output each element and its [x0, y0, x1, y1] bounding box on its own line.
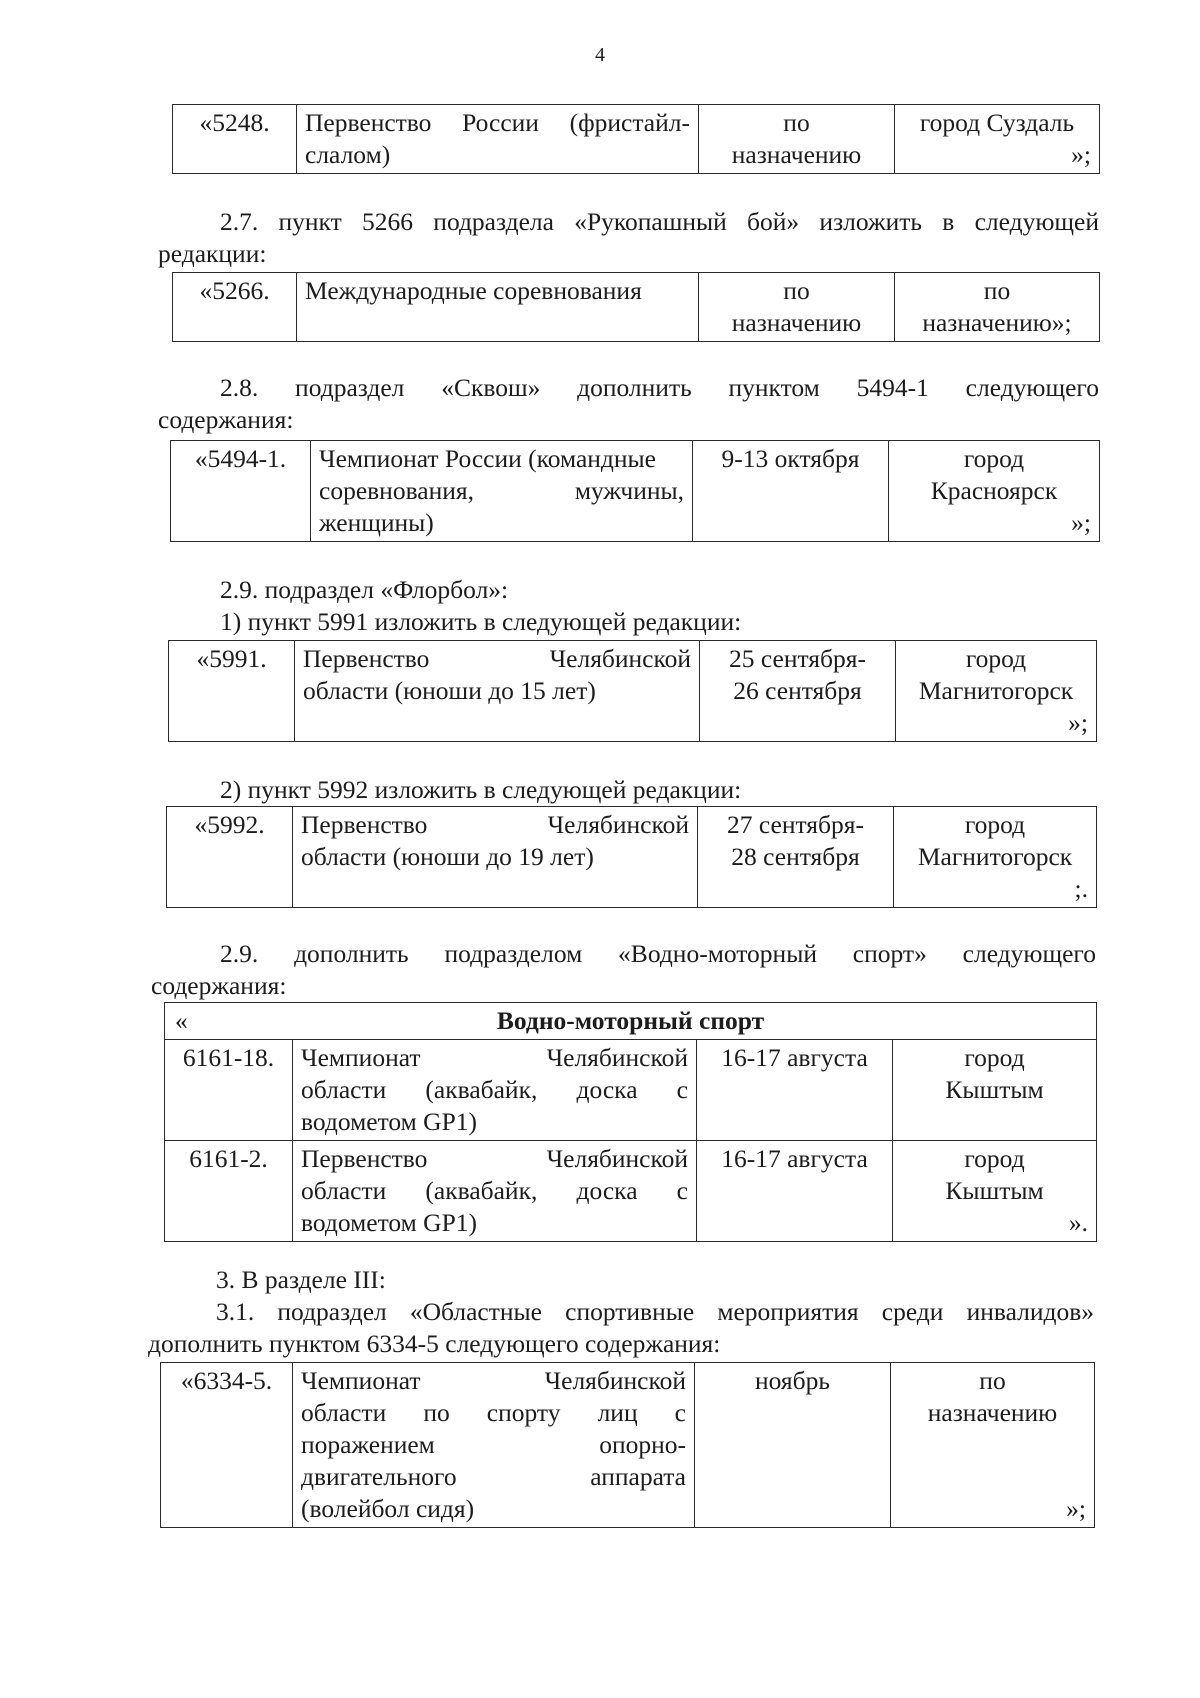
event-place-line: Магнитогорск	[918, 676, 1074, 705]
event-place	[894, 807, 1097, 908]
event-date-line: 26 сентября	[733, 676, 862, 705]
event-place-line: Кыштым	[945, 1075, 1044, 1104]
event-name-line: Чемпионат Челябинской	[301, 1043, 688, 1072]
table-row	[173, 105, 1100, 174]
item-number: «5991.	[169, 641, 295, 742]
event-name: Международные соревнования	[297, 273, 699, 342]
event-name-line: Первенство Челябинской	[303, 644, 691, 673]
paragraph-line: 2.9. дополнить подразделом «Водно-моторный спорт» следующего	[220, 939, 1096, 968]
opening-quote: «	[175, 1006, 188, 1035]
event-place-line: Красноярск	[930, 476, 1058, 505]
event-place-line: по	[979, 1366, 1006, 1395]
table-item-5266	[172, 272, 1100, 342]
event-place	[895, 273, 1100, 342]
item-number: 6161-18.	[165, 1040, 293, 1141]
paragraph-line: 2) пункт 5992 изложить в следующей редакции:	[220, 775, 742, 804]
paragraph-line: 3.1. подраздел «Областные спортивные мероприятия среди инвалидов»	[216, 1297, 1094, 1326]
event-place-line: город	[964, 1144, 1025, 1173]
event-date	[700, 641, 896, 742]
event-date: 9-13 октября	[693, 441, 889, 542]
event-date-line: по	[783, 276, 810, 305]
closing-quote: ».	[1068, 1208, 1089, 1237]
item-number: «5248.	[173, 105, 297, 174]
event-place-line: город	[963, 444, 1025, 473]
event-date-line: 27 сентября-	[727, 810, 864, 839]
event-name	[293, 1141, 697, 1242]
table-row	[169, 641, 1097, 742]
paragraph-line: дополнить пунктом 6334-5 следующего содержания:	[148, 1329, 721, 1358]
table-item-5991	[168, 640, 1097, 742]
paragraph-2-7	[158, 206, 1099, 270]
event-date: 16-17 августа	[697, 1040, 893, 1141]
event-name-line: водометом GP1)	[301, 1107, 477, 1136]
event-place-line: Магнитогорск	[917, 842, 1073, 871]
event-place	[891, 1363, 1095, 1528]
page-number: 4	[595, 44, 605, 66]
item-number: «5494-1.	[171, 441, 311, 542]
table-row	[165, 1141, 1097, 1242]
paragraph-line: содержания:	[151, 971, 287, 1000]
event-name-line: Чемпионат России (командные	[319, 444, 656, 473]
paragraph-line: содержания:	[158, 405, 294, 434]
closing-quote: »;	[1071, 140, 1091, 169]
paragraph-line: редакции:	[158, 239, 267, 268]
event-name-line: двигательного аппарата	[301, 1462, 686, 1491]
table-item-5494-1	[170, 440, 1100, 542]
event-place	[889, 441, 1100, 542]
event-name-line: области (юноши до 19 лет)	[301, 842, 594, 871]
event-place-line: по	[983, 276, 1011, 305]
event-date-line: назначению	[731, 140, 862, 169]
event-place-line: город	[965, 644, 1027, 673]
closing-quote: »;	[1066, 1494, 1086, 1523]
event-name-line: области (аквабайк, доска с	[301, 1075, 688, 1104]
event-name-line: области (аквабайк, доска с	[301, 1176, 688, 1205]
table-item-5248	[172, 104, 1100, 174]
event-name-line: Чемпионат Челябинской	[301, 1366, 686, 1395]
paragraph-line: 1) пункт 5991 изложить в следующей редакции:	[220, 607, 742, 636]
event-name-line: водометом GP1)	[301, 1208, 477, 1237]
event-name	[311, 441, 693, 542]
table-row	[171, 441, 1100, 542]
event-name	[293, 1363, 695, 1528]
event-date	[699, 273, 895, 342]
paragraph-2-9-vodno-motorny	[151, 938, 1096, 1002]
paragraph-line: 2.9. подраздел «Флорбол»:	[220, 575, 509, 604]
event-place-line: Кыштым	[945, 1176, 1044, 1205]
closing-punctuation: ;.	[1074, 874, 1088, 903]
event-place-line: город	[964, 1043, 1025, 1072]
table-row	[173, 273, 1100, 342]
closing-quote: »;	[1068, 708, 1088, 737]
event-name	[293, 807, 698, 908]
event-date-line: 28 сентября	[731, 842, 860, 871]
event-name-line: области по спорту лиц с	[301, 1398, 686, 1427]
item-number: 6161-2.	[165, 1141, 293, 1242]
event-name-line: слалом)	[305, 140, 391, 169]
event-place-line: город Суздаль	[919, 108, 1075, 137]
event-place	[893, 1040, 1097, 1141]
event-date-line: 25 сентября-	[729, 644, 866, 673]
event-name	[297, 105, 699, 174]
paragraph-item-5992	[220, 774, 1100, 806]
event-date	[698, 807, 894, 908]
paragraph-2-9-florbol	[220, 574, 1100, 638]
table-vodno-motorny-sport	[164, 1002, 1097, 1242]
event-name-line: поражением опорно-	[301, 1430, 686, 1459]
table-item-5992	[166, 806, 1097, 908]
event-place	[895, 105, 1100, 174]
event-name	[295, 641, 700, 742]
event-name-line: соревнования, мужчины,	[319, 476, 684, 505]
table-row	[165, 1040, 1097, 1141]
event-place-line: назначению	[927, 1398, 1058, 1427]
event-place-line: город	[964, 810, 1026, 839]
event-date-line: назначению	[731, 308, 862, 337]
item-number: «5992.	[167, 807, 293, 908]
item-number: «5266.	[173, 273, 297, 342]
event-date-line: по	[783, 108, 810, 137]
closing-quote: »;	[1071, 508, 1091, 537]
paragraph-line: 3. В разделе III:	[216, 1265, 386, 1294]
item-number: «6334-5.	[161, 1363, 293, 1528]
event-place	[893, 1141, 1097, 1242]
event-name-line: (волейбол сидя)	[301, 1494, 475, 1523]
event-name-line: Первенство Челябинской	[301, 810, 689, 839]
event-date	[699, 105, 895, 174]
event-name-line: области (юноши до 15 лет)	[303, 676, 596, 705]
section-header	[165, 1003, 1097, 1040]
paragraph-line: 2.7. пункт 5266 подраздела «Рукопашный бой» изложить в следующей	[220, 207, 1099, 236]
event-date: 16-17 августа	[697, 1141, 893, 1242]
paragraph-3	[148, 1264, 1094, 1360]
event-date: ноябрь	[695, 1363, 891, 1528]
event-name	[293, 1040, 697, 1141]
event-name-line: Первенство России (фристайл-	[305, 108, 690, 137]
table-item-6334-5	[160, 1362, 1095, 1528]
event-place-line: назначению»;	[922, 308, 1072, 337]
event-place	[896, 641, 1097, 742]
table-row	[161, 1363, 1095, 1528]
event-name-line: женщины)	[319, 508, 434, 537]
section-title: Водно-моторный спорт	[496, 1006, 765, 1035]
table-row	[167, 807, 1097, 908]
paragraph-2-8	[158, 372, 1099, 436]
paragraph-line: 2.8. подраздел «Сквош» дополнить пунктом 5494-1 следующего	[220, 373, 1099, 402]
table-section-header-row	[165, 1003, 1097, 1040]
event-name-line: Первенство Челябинской	[301, 1144, 688, 1173]
